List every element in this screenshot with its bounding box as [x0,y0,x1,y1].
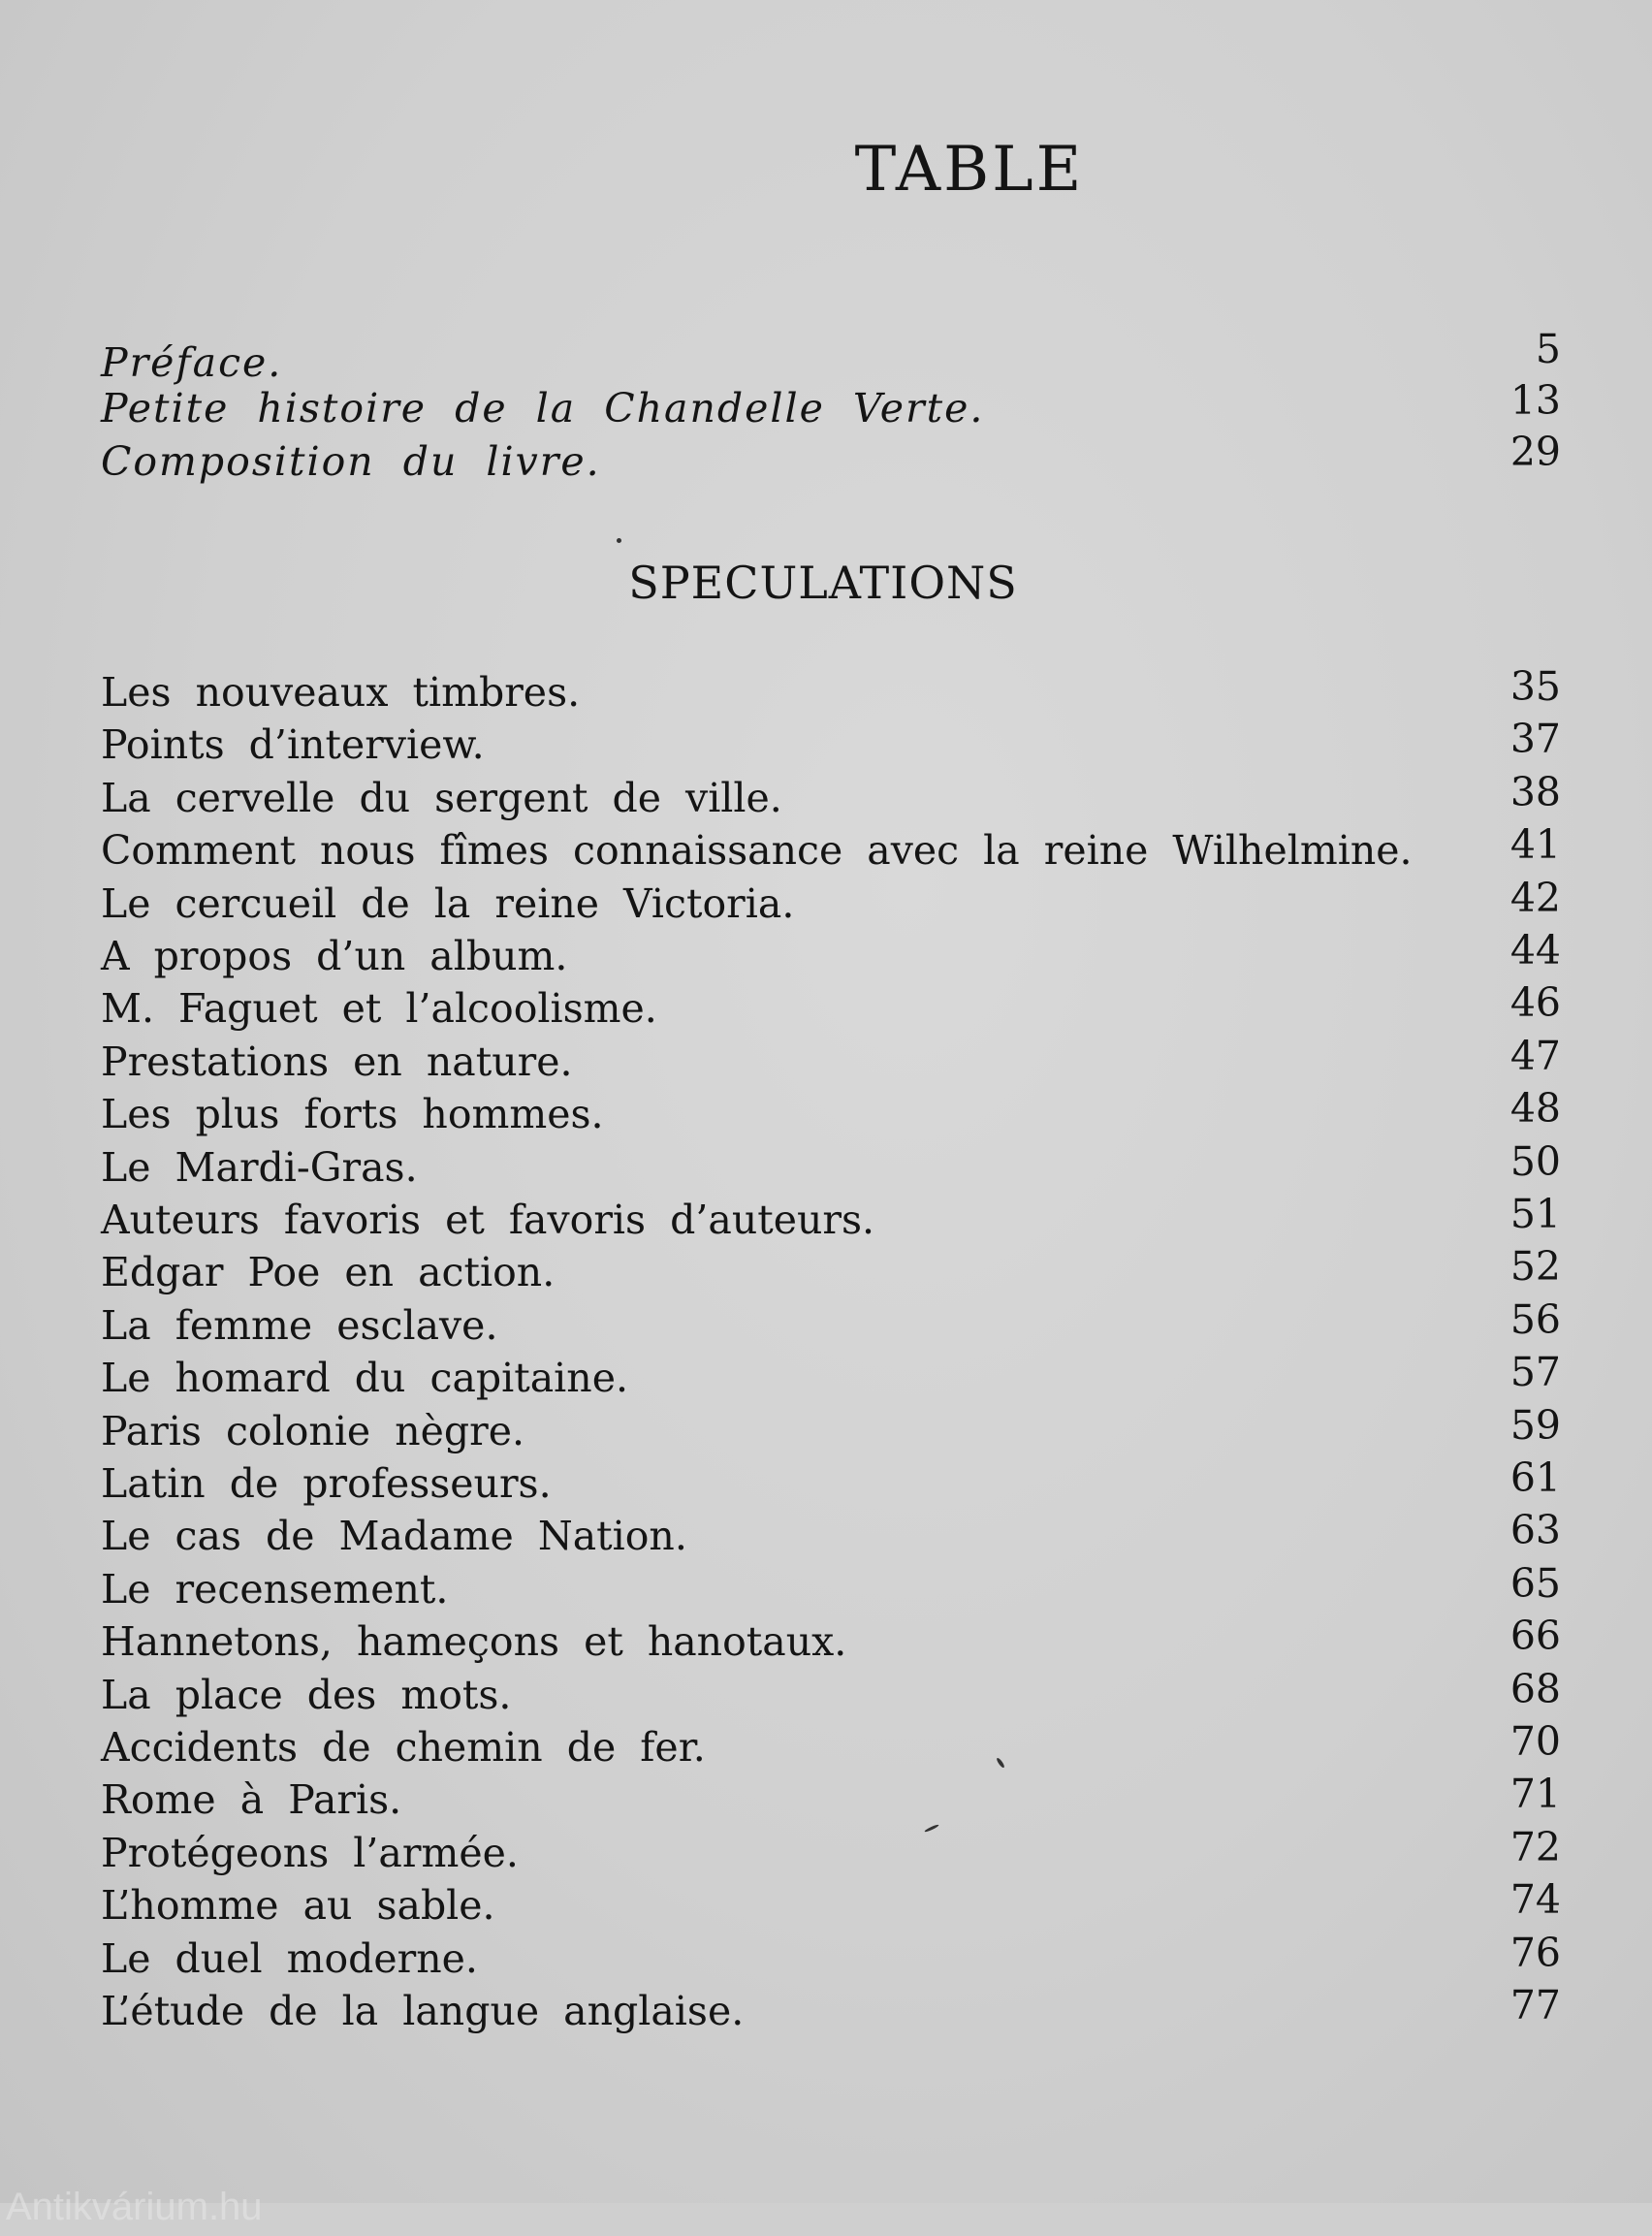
toc-entry-page: 5 [1535,326,1561,372]
toc-entry [101,1718,1561,1778]
toc-entry [101,1085,1561,1145]
toc-entry [101,1982,1561,2042]
toc-entry [101,979,1561,1039]
toc-entry-page: 57 [1509,1349,1561,1396]
page-title [0,134,1652,206]
toc-entry-label: Auteurs favoris et favoris d’auteurs. [101,1197,875,1243]
toc-entry [101,716,1561,776]
toc-entry-page: 56 [1509,1295,1561,1343]
toc-entry [101,1665,1561,1726]
toc-entry-page: 59 [1509,1401,1561,1449]
toc-entry-page: 47 [1509,1032,1561,1079]
toc-entry-label: La cervelle du sergent de ville. [101,774,782,821]
watermark: Antikvárium.hu [6,2186,263,2228]
toc-entry-label: Le cas de Madame Nation. [101,1513,687,1560]
toc-entry-label: La place des mots. [101,1671,512,1718]
toc-entry-label: L’étude de la langue anglaise. [101,1988,745,2034]
section-title-text: SPECULATIONS [628,557,1018,609]
toc-entry-page: 76 [1509,1929,1561,1976]
toc-entry-page: 74 [1509,1876,1561,1924]
toc-entry-page: 50 [1509,1137,1561,1185]
toc-entry [101,1137,1561,1198]
toc-entry-label: Préface. [101,339,283,386]
toc-entry-page: 38 [1509,768,1561,815]
toc-entry-page: 61 [1509,1454,1561,1501]
toc-entry [101,1349,1561,1409]
toc-entry-label: L’homme au sable. [101,1882,495,1930]
toc-entry-label: Le duel moderne. [101,1934,478,1982]
toc-entry [101,768,1561,829]
page-title-text: TABLE [854,134,1085,206]
toc-entry-label: A propos d’un album. [101,933,568,979]
toc-entry-page: 35 [1509,663,1561,710]
toc-entry-page: 66 [1509,1613,1561,1660]
toc-entry-label: Les nouveaux timbres. [101,669,581,716]
toc-entry-label: Edgar Poe en action. [101,1249,556,1296]
toc-entry [101,429,1561,493]
toc-entry-page: 52 [1509,1243,1561,1291]
toc-entry [101,1771,1561,1831]
toc-entry [101,927,1561,987]
toc-entry-label: Accidents de chemin de fer. [101,1724,706,1771]
toc-entry [101,1243,1561,1303]
toc-entry [101,874,1561,935]
toc-entry-page: 13 [1509,377,1561,424]
toc-entry-label: Protégeons l’armée. [101,1829,519,1876]
toc-entry-label: Hannetons, hameçons et hanotaux. [101,1618,847,1666]
toc-entry [101,1613,1561,1673]
toc-entry-page: 37 [1509,716,1561,763]
toc-entry-label: Les plus forts hommes. [101,1091,604,1138]
toc-entry [101,663,1561,723]
toc-entry-page: 42 [1509,874,1561,921]
toc-entry-page: 68 [1509,1665,1561,1712]
toc-entry [101,1559,1561,1620]
toc-entry-label: Composition du livre. [101,438,601,485]
toc-entry-label: Prestations en nature. [101,1038,573,1085]
toc-entry-label: Paris colonie nègre. [101,1407,525,1454]
toc-entry [101,1454,1561,1515]
toc-entry [101,377,1561,439]
toc-entry-page: 70 [1509,1718,1561,1765]
toc-entry [101,1876,1561,1936]
toc-entry-label: M. Faguet et l’alcoolisme. [101,985,657,1033]
section-title [0,557,1652,609]
toc-entry-label: Petite histoire de la Chandelle Verte. [101,385,985,431]
toc-entry-label: Le homard du capitaine. [101,1355,628,1402]
toc-entry-label: Comment nous fîmes connaissance avec la reine Wilhelmine. [101,827,1413,875]
toc-entry-page: 48 [1509,1085,1561,1133]
toc-entry [101,821,1561,881]
toc-entry [101,1823,1561,1884]
toc-entry-page: 46 [1509,979,1561,1027]
toc-entry-page: 63 [1509,1507,1561,1554]
toc-entry-page: 44 [1509,927,1561,974]
toc-entry-page: 65 [1509,1559,1561,1607]
toc-entry-label: Latin de professeurs. [101,1460,552,1507]
toc-entry-page: 77 [1509,1982,1561,2028]
toc-entry-label: Rome à Paris. [101,1776,402,1824]
toc-entry-page: 29 [1509,429,1561,475]
toc-entry [101,1032,1561,1093]
dust-speck [617,538,621,543]
toc-entry-page: 71 [1509,1771,1561,1818]
toc-entry-page: 72 [1509,1823,1561,1870]
toc-entry-label: Le Mardi-Gras. [101,1143,418,1191]
toc-entry-label: Le cercueil de la reine Victoria. [101,879,795,927]
toc-entry [101,1401,1561,1462]
toc-entry-label: La femme esclave. [101,1301,498,1349]
toc-entry [101,1929,1561,1990]
toc-entry-page: 41 [1509,821,1561,869]
toc-entry [101,1507,1561,1567]
toc-entry-label: Points d’interview. [101,721,485,769]
toc-entry-label: Le recensement. [101,1565,449,1613]
toc-entry [101,1191,1561,1251]
toc-entry-page: 51 [1509,1191,1561,1237]
toc-entry [101,1295,1561,1357]
